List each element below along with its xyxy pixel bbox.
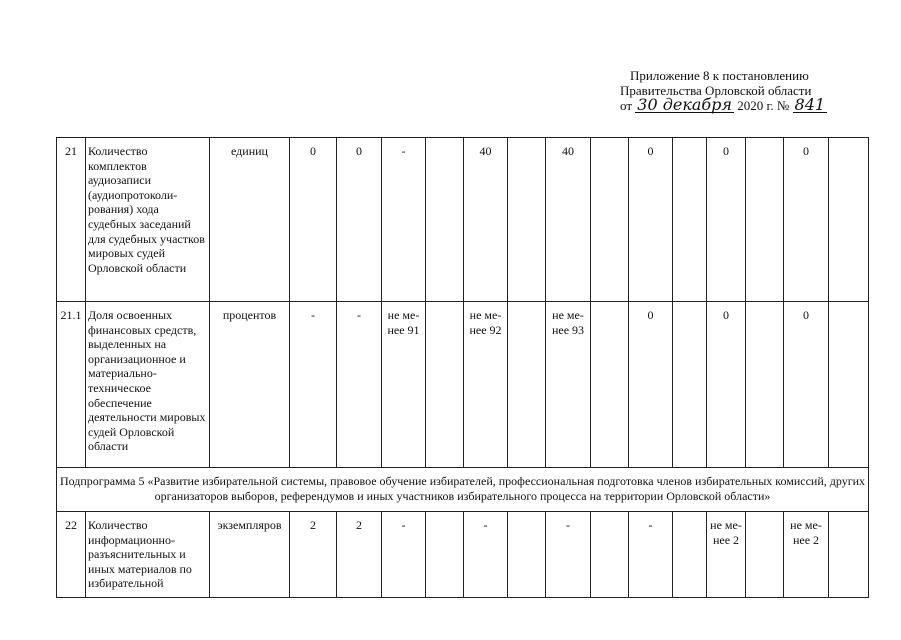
value-cell: 0	[707, 138, 746, 302]
unit-of-measure: единиц	[210, 138, 290, 302]
header-government-line: Правительства Орловской области	[620, 83, 812, 98]
value-cell: -	[337, 302, 382, 468]
value-cell: не ме-нее 93	[546, 302, 591, 468]
value-cell: 40	[464, 138, 508, 302]
value-cell: 2	[290, 512, 337, 598]
value-cell: 0	[290, 138, 337, 302]
table-row	[57, 302, 869, 468]
indicator-name: Доля освоенных финансовых средств, выделенных на организационное и материально-техническое обеспечение деятельности мировых судей Орловской области	[86, 302, 210, 468]
value-cell: не ме-нее 91	[382, 302, 426, 468]
subprogram-title: Подпрограмма 5 «Развитие избирательной системы, правовое обучение избирателей, профессиональная подготовка членов избирательных комиссий, других организаторов выборов, референдумов и иных участников избирательного процесса на территории Орловской области»	[57, 468, 869, 512]
indicators-table	[56, 137, 869, 598]
value-cell	[829, 512, 869, 598]
value-cell	[591, 302, 629, 468]
value-cell: 40	[546, 138, 591, 302]
value-cell	[591, 512, 629, 598]
row-number: 22	[57, 512, 86, 598]
unit-of-measure: процентов	[210, 302, 290, 468]
value-cell	[426, 302, 464, 468]
value-cell: 2	[337, 512, 382, 598]
handwritten-number: 841	[794, 95, 826, 114]
value-cell: 0	[784, 138, 829, 302]
value-cell: не ме-нее 2	[707, 512, 746, 598]
value-cell	[746, 138, 784, 302]
indicator-name: Количество комплектов аудиозаписи (аудиопротоколи-рования) хода судебных заседаний для судебных участков мировых судей Орловской области	[86, 138, 210, 302]
unit-of-measure: экземпляров	[210, 512, 290, 598]
value-cell: 0	[337, 138, 382, 302]
row-number: 21.1	[57, 302, 86, 468]
header-year: 2020 г. №	[737, 98, 790, 113]
handwritten-date: 30 декабря	[637, 95, 733, 114]
value-cell: 0	[707, 302, 746, 468]
header-ot: от	[620, 98, 633, 113]
value-cell	[746, 302, 784, 468]
table-row	[57, 512, 869, 598]
value-cell: 0	[629, 302, 673, 468]
value-cell	[508, 512, 546, 598]
value-cell	[829, 138, 869, 302]
value-cell	[426, 512, 464, 598]
value-cell: -	[382, 138, 426, 302]
value-cell: не ме-нее 2	[784, 512, 829, 598]
value-cell: -	[629, 512, 673, 598]
value-cell: -	[290, 302, 337, 468]
header-appendix-line: Приложение 8 к постановлению	[630, 68, 809, 83]
value-cell	[508, 138, 546, 302]
indicator-name: Количество информационно-разъяснительных и иных материалов по избирательной	[86, 512, 210, 598]
value-cell	[591, 138, 629, 302]
value-cell: 0	[784, 302, 829, 468]
value-cell	[508, 302, 546, 468]
table-row	[57, 138, 869, 302]
document-header	[590, 68, 870, 113]
value-cell	[673, 302, 707, 468]
value-cell: -	[546, 512, 591, 598]
row-number: 21	[57, 138, 86, 302]
value-cell: не ме-нее 92	[464, 302, 508, 468]
value-cell	[673, 138, 707, 302]
value-cell: 0	[629, 138, 673, 302]
value-cell	[673, 512, 707, 598]
value-cell	[746, 512, 784, 598]
value-cell: -	[464, 512, 508, 598]
subprogram-row	[57, 468, 869, 512]
value-cell	[829, 302, 869, 468]
header-date-line	[590, 95, 870, 114]
value-cell: -	[382, 512, 426, 598]
value-cell	[426, 138, 464, 302]
